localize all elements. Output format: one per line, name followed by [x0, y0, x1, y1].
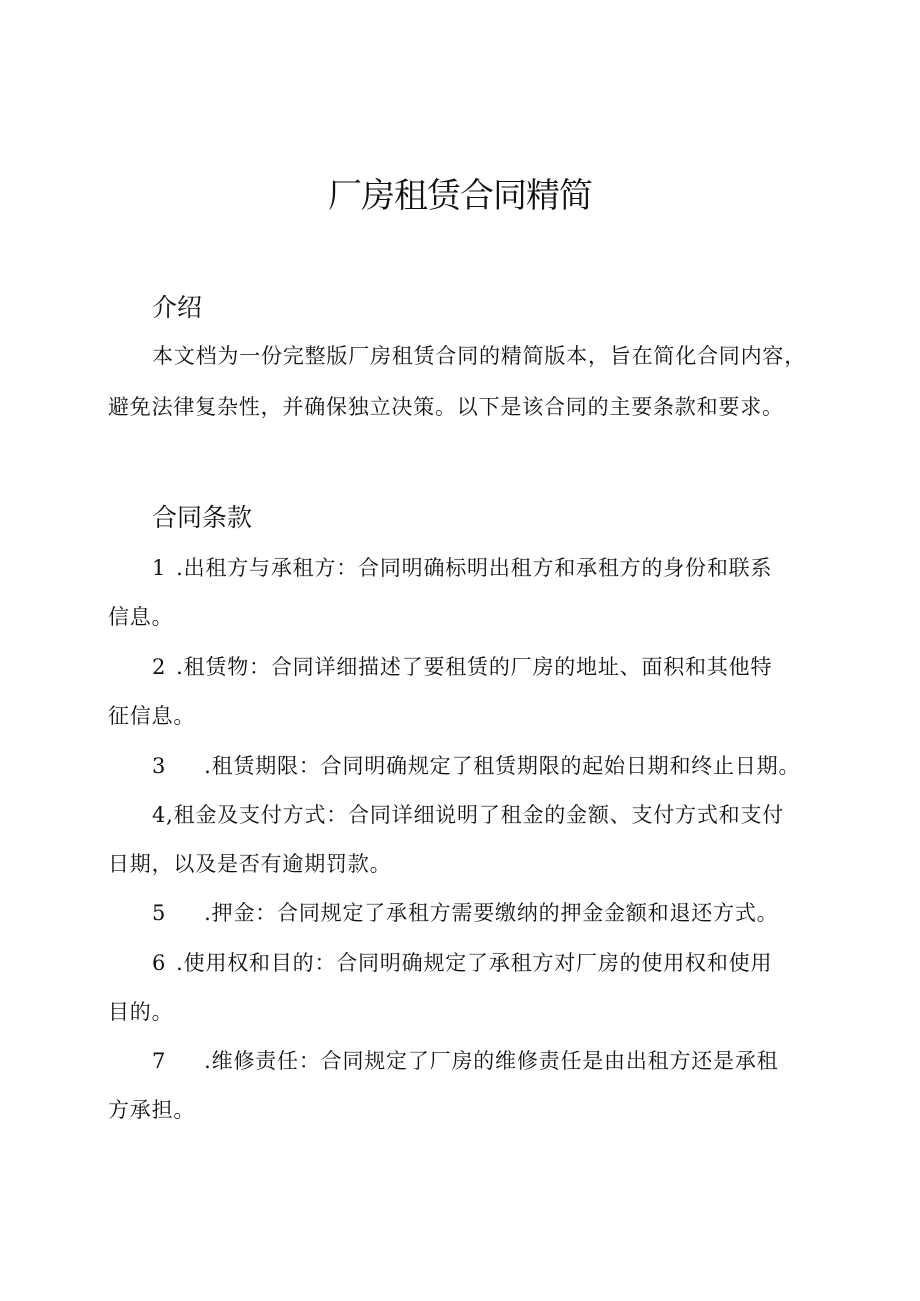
intro-line: 避免法律复杂性，并确保独立决策。以下是该合同的主要条款和要求。	[108, 395, 784, 419]
term-separator: .	[176, 951, 184, 975]
term-separator: .	[176, 556, 184, 580]
term-text: 租金及支付方式：合同详细说明了租金的金额、支付方式和支付	[173, 803, 785, 827]
term-text-continued: 日期，以及是否有逾期罚款。	[108, 852, 392, 876]
term-text: 维修责任：合同规定了厂房的维修责任是由出租方还是承租	[211, 1049, 779, 1073]
term-separator: .	[204, 754, 212, 778]
intro-line: 本文档为一份完整版厂房租赁合同的精简版本，旨在简化合同内容，	[152, 344, 806, 368]
term-item-2	[108, 652, 838, 731]
term-item-1	[108, 553, 838, 632]
term-number: 5	[152, 901, 167, 925]
term-text: 使用权和目的：合同明确规定了承租方对厂房的使用权和使用	[183, 951, 773, 975]
term-number: 1	[152, 556, 167, 580]
term-item-4	[108, 800, 838, 879]
term-text: 租赁物：合同详细描述了要租赁的厂房的地址、面积和其他特	[183, 655, 773, 679]
term-number: 3	[152, 754, 167, 778]
term-separator: .	[176, 655, 184, 679]
term-item-5	[108, 898, 838, 928]
term-text-continued: 信息。	[108, 605, 174, 629]
term-text: 出租方与承租方：合同明确标明出租方和承租方的身份和联系	[183, 556, 773, 580]
term-item-7	[108, 1046, 838, 1125]
term-number: 2	[152, 655, 167, 679]
term-text: 租赁期限：合同明确规定了租赁期限的起始日期和终止日期。	[211, 754, 801, 778]
term-number: 4,	[152, 803, 174, 827]
intro-paragraph	[108, 341, 838, 422]
term-text-continued: 征信息。	[108, 704, 196, 728]
term-separator: .	[204, 901, 212, 925]
term-item-3	[108, 751, 838, 781]
term-number: 7	[152, 1049, 167, 1073]
term-item-6	[108, 948, 838, 1027]
term-text: 押金：合同规定了承租方需要缴纳的押金金额和退还方式。	[211, 901, 779, 925]
term-text-continued: 目的。	[108, 1000, 174, 1024]
document-title: 厂房租赁合同精简	[328, 176, 592, 216]
term-text-continued: 方承担。	[108, 1098, 196, 1122]
intro-heading: 介绍	[152, 293, 203, 322]
terms-heading: 合同条款	[152, 503, 253, 532]
term-separator: .	[204, 1049, 212, 1073]
term-number: 6	[152, 951, 167, 975]
